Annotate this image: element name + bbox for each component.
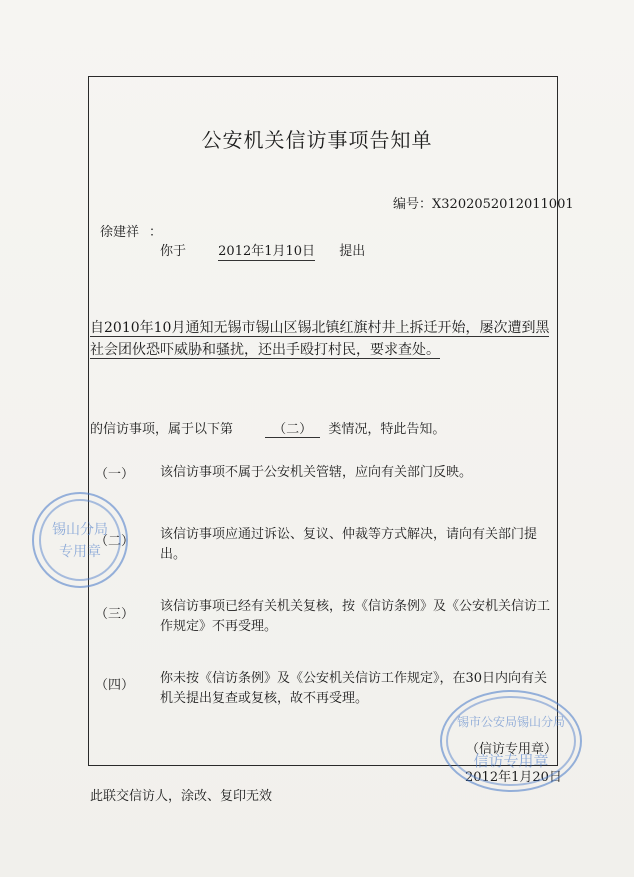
seal-left-graphic <box>34 494 126 586</box>
petitioner-name: 徐建祥 <box>100 225 140 240</box>
serial-label: 编号： <box>393 197 433 212</box>
petition-matter <box>90 317 560 361</box>
official-seal-right <box>440 690 582 792</box>
option-3-text: 该信访事项已经有关机关复核，按《信访条例》及《公安机关信访工作规定》不再受理。 <box>160 599 551 634</box>
option-1-text: 该信访事项不属于公安机关管辖，应向有关部门反映。 <box>160 465 473 480</box>
official-seal-left <box>32 492 128 588</box>
serial-value: X3202052012011001 <box>432 197 574 212</box>
option-2-label: （二） <box>95 534 135 549</box>
document-title: 公安机关信访事项告知单 <box>201 128 433 152</box>
submitted-label: 提出 <box>339 244 366 259</box>
classification-suffix: 类情况，特此告知。 <box>328 422 446 437</box>
option-4-text: 你未按《信访条例》及《公安机关信访工作规定》，在30日内向有关机关提出复查或复核，故不再受理。 <box>160 671 548 706</box>
classification-value: （二） <box>265 422 320 438</box>
submission-line <box>160 240 365 259</box>
you-on-label: 你于 <box>160 244 187 259</box>
footer-note: 此联交信访人，涂改、复印无效 <box>90 789 273 804</box>
seal-right-graphic <box>442 692 580 790</box>
svg-text:锡市公安局锡山分局: 锡市公安局锡山分局 <box>456 715 566 729</box>
petitioner-suffix: ： <box>149 225 163 240</box>
petition-matter-text: 自2010年10月通知无锡市锡山区锡北镇红旗村井上拆迁开始，屡次遭到黑社会团伙恐吓威胁和骚扰，还出手殴打村民，要求查处。 <box>90 320 550 358</box>
option-3-label: （三） <box>95 607 135 622</box>
option-1-label: （一） <box>95 467 135 482</box>
classification-line <box>90 418 445 437</box>
classification-prefix: 的信访事项，属于以下第 <box>90 422 234 437</box>
seal-label: （信访专用章） <box>466 742 558 757</box>
svg-text:锡山分局: 锡山分局 <box>52 522 108 538</box>
serial-number <box>393 193 574 212</box>
option-2-text: 该信访事项应通过诉讼、复议、仲裁等方式解决，请向有关部门提出。 <box>160 527 538 562</box>
petitioner-line <box>100 221 162 240</box>
svg-text:专用章: 专用章 <box>59 544 101 560</box>
option-4-label: （四） <box>95 678 135 693</box>
svg-text:信访专用章: 信访专用章 <box>473 752 549 770</box>
issue-date: 2012年1月20日 <box>465 770 562 785</box>
submission-date: 2012年1月10日 <box>218 244 316 259</box>
